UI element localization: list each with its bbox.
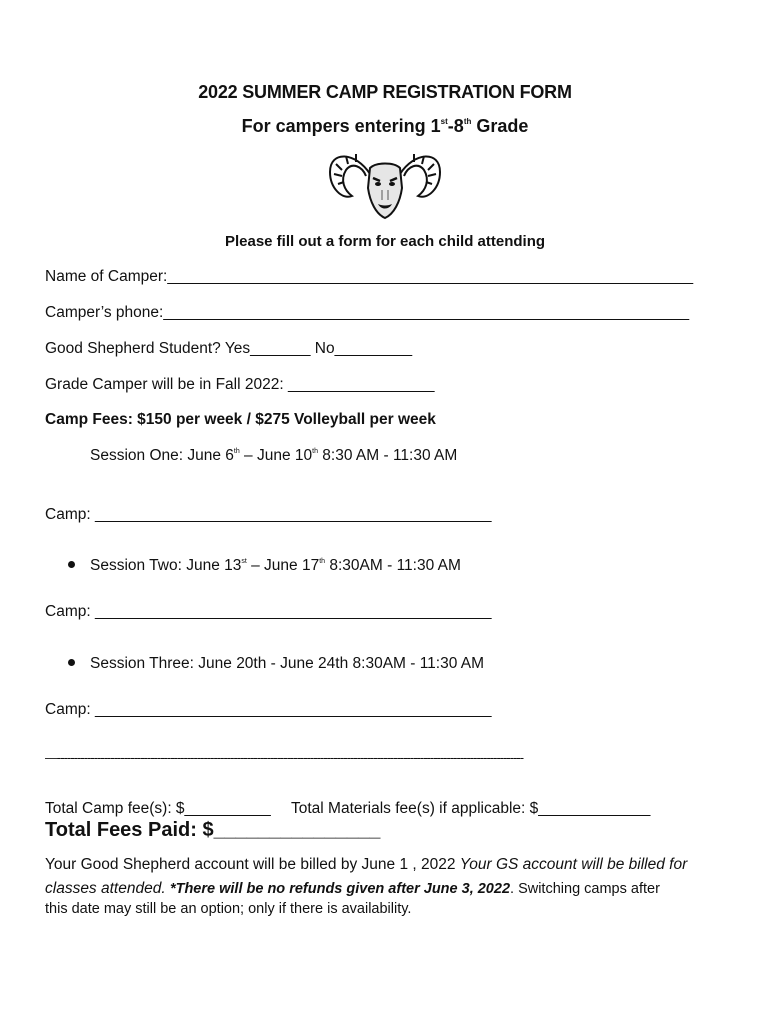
- total-camp-fee-field[interactable]: Total Camp fee(s): $__________: [45, 800, 271, 817]
- total-materials-fee-field[interactable]: Total Materials fee(s) if applicable: $_____________: [291, 800, 651, 817]
- billing-note-line2: classes attended. *There will be no refunds given after June 3, 2022. Switching camps after: [45, 880, 660, 897]
- session-two: Session Two: June 13st – June 17th 8:30AM - 11:30 AM: [90, 557, 461, 574]
- bullet-icon: [68, 561, 75, 568]
- billing-note-line3: this date may still be an option; only if there is availability.: [45, 901, 412, 917]
- camper-phone-field[interactable]: Camper’s phone:_____________________________________________________________: [45, 304, 690, 321]
- student-field[interactable]: Good Shepherd Student? Yes_______ No_________: [45, 340, 413, 357]
- session-one-camp-field[interactable]: Camp: ______________________________________________: [45, 506, 492, 523]
- form-title: 2022 SUMMER CAMP REGISTRATION FORM: [198, 82, 572, 102]
- ram-mascot-icon: [326, 144, 444, 220]
- bullet-icon: [68, 659, 75, 666]
- total-fees-paid-field[interactable]: Total Fees Paid: $_______________: [45, 819, 381, 841]
- camper-name-field[interactable]: Name of Camper:_____________________________________________________________: [45, 268, 694, 285]
- billing-note-line1: Your Good Shepherd account will be billed by June 1 , 2022 Your GS account will be billed for: [45, 856, 688, 873]
- session-two-camp-field[interactable]: Camp: ______________________________________________: [45, 603, 492, 620]
- divider: —--------------------------------------------------------------------------------------------------------------------------------------------: [45, 750, 524, 765]
- grade-field[interactable]: Grade Camper will be in Fall 2022: _________________: [45, 376, 435, 393]
- instruction-text: Please fill out a form for each child attending: [224, 233, 546, 250]
- camp-fees-heading: Camp Fees: $150 per week / $275 Volleyball per week: [45, 411, 436, 428]
- session-three-camp-field[interactable]: Camp: ______________________________________________: [45, 701, 492, 718]
- session-one: Session One: June 6th – June 10th 8:30 AM - 11:30 AM: [90, 447, 458, 464]
- form-subtitle: For campers entering 1st-8th Grade: [241, 116, 529, 136]
- session-three: Session Three: June 20th - June 24th 8:30AM - 11:30 AM: [90, 655, 485, 672]
